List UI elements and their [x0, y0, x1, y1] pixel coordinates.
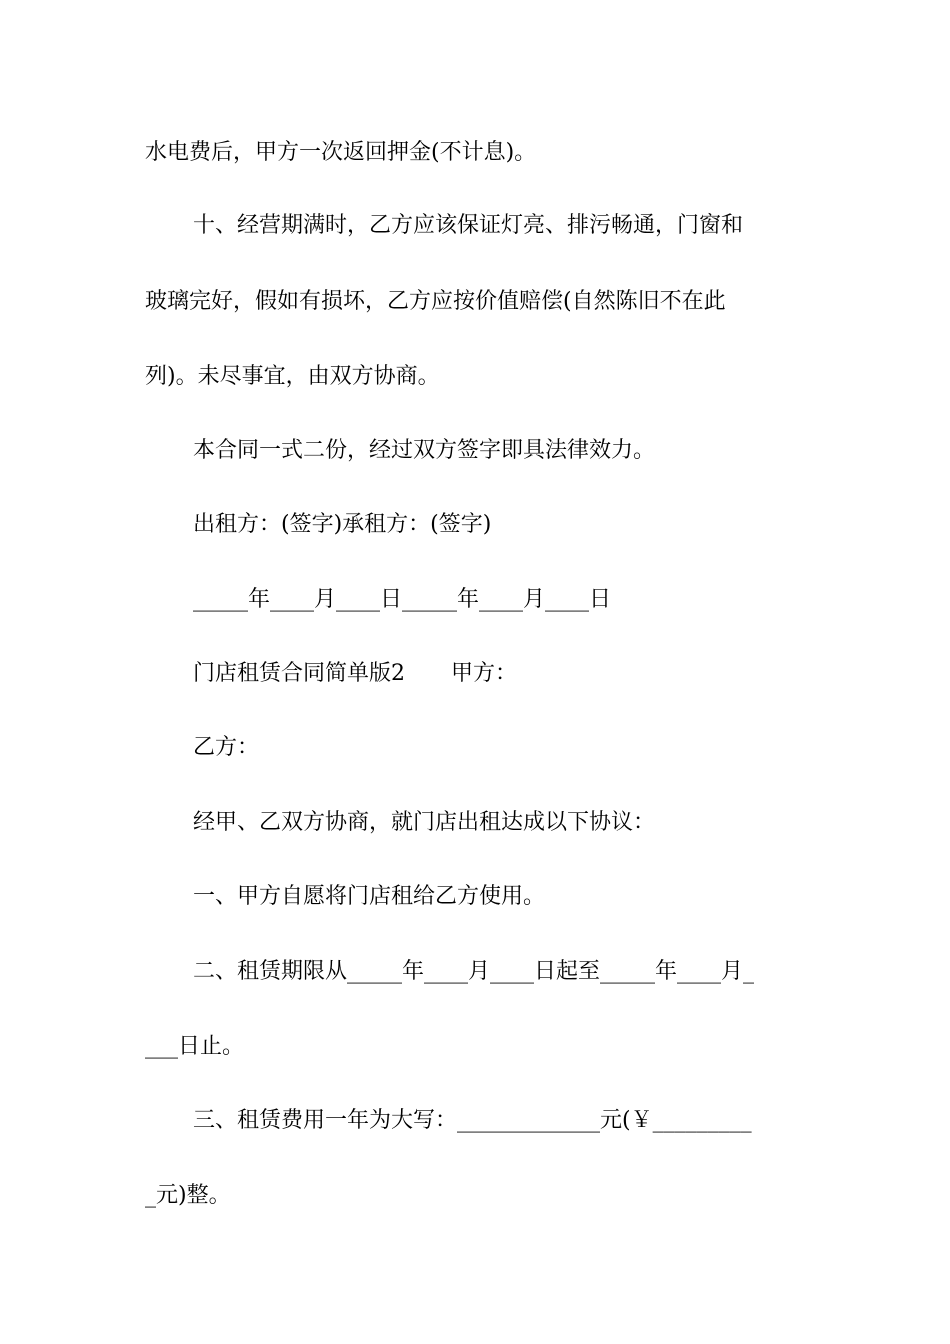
text-line: 经甲、乙双方协商，就门店出租达成以下协议： — [193, 810, 656, 835]
text-line: 玻璃完好，假如有损坏，乙方应按价值赔偿(自然陈旧不在此 — [145, 289, 726, 314]
text-line: 列)。未尽事宜，由双方协商。 — [145, 364, 440, 389]
date-line: _____年____月____日_____年____月____日 — [193, 587, 612, 612]
signature-line: 出租方：(签字)承租方：(签字) — [193, 512, 492, 537]
text-line: 三、租赁费用一年为大写：_____________元(￥_________ — [193, 1108, 752, 1133]
text-line: 二、租赁期限从_____年____月____日起至_____年____月_ — [193, 959, 755, 984]
text-line: 本合同一式二份，经过双方签字即具法律效力。 — [193, 438, 656, 463]
text-line: 十、经营期满时，乙方应该保证灯亮、排污畅通，门窗和 — [193, 213, 744, 238]
contract-title: 门店租赁合同简单版2 — [193, 661, 405, 686]
party-b-label: 乙方： — [193, 735, 260, 760]
text-line: 水电费后，甲方一次返回押金(不计息)。 — [145, 140, 537, 165]
text-line: ___日止。 — [145, 1034, 245, 1059]
party-a-label: 甲方： — [451, 661, 518, 686]
text-line: _元)整。 — [145, 1183, 231, 1208]
text-line: 一、甲方自愿将门店租给乙方使用。 — [193, 884, 546, 909]
contract-title-line — [193, 659, 810, 689]
